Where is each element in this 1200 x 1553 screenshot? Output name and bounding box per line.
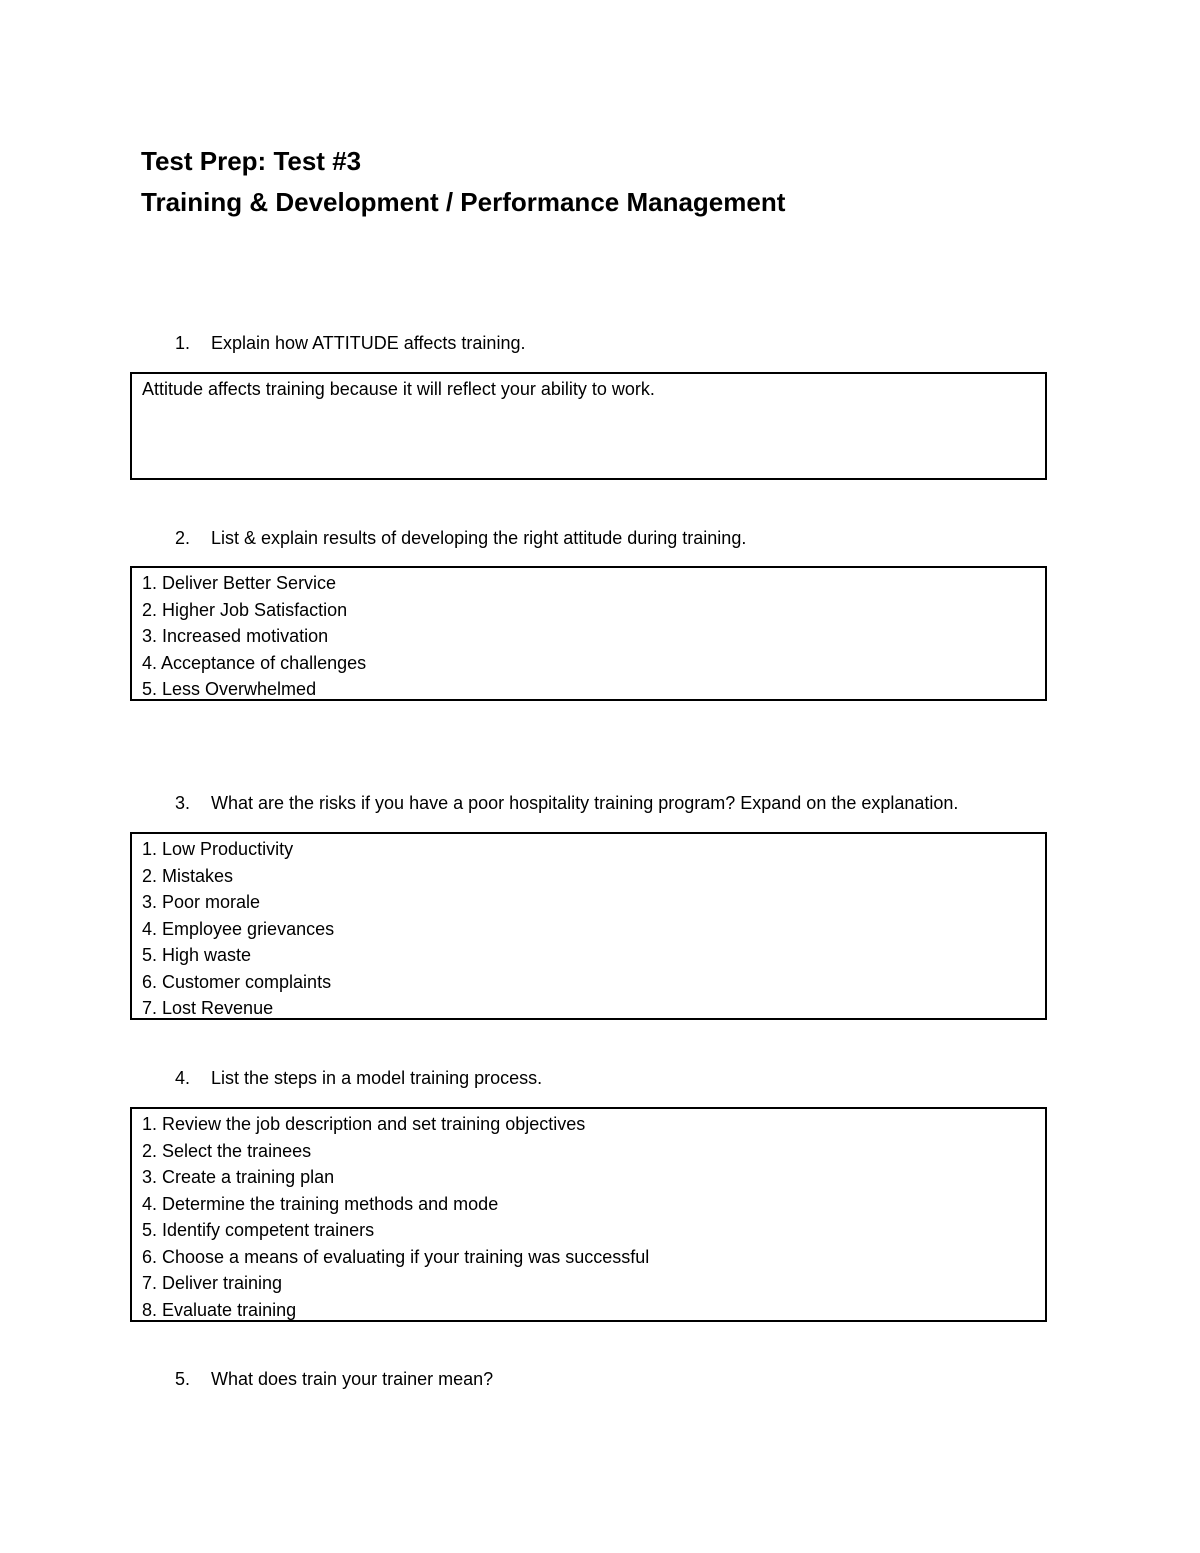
answer-line: 1. Deliver Better Service — [142, 573, 337, 593]
answer-line: 4. Determine the training methods and mode — [142, 1193, 499, 1214]
document-title: Test Prep: Test #3 — [141, 146, 362, 176]
question-1 — [175, 332, 525, 354]
answer-line: 2. Higher Job Satisfaction — [142, 599, 348, 620]
answer-line: 1. Low Productivity — [142, 839, 294, 859]
question-2 — [175, 527, 746, 549]
question-5 — [175, 1368, 493, 1390]
question-number: 2. — [175, 528, 191, 548]
answer-line: 6. Customer complaints — [142, 971, 332, 992]
answer-line: 4. Acceptance of challenges — [142, 652, 367, 673]
answer-line: 3. Poor morale — [142, 892, 261, 912]
question-4 — [175, 1067, 542, 1089]
answer-line: 5. Less Overwhelmed — [142, 679, 317, 699]
answer-line: 3. Increased motivation — [142, 626, 329, 646]
answer-line: 7. Lost Revenue — [142, 998, 274, 1018]
question-text: What does train your trainer mean? — [211, 1369, 494, 1389]
question-text: What are the risks if you have a poor hospitality training program? Expand on the explanation. — [211, 793, 959, 813]
answer-box-3 — [130, 832, 1047, 1020]
answer-line: Attitude affects training because it will reflect your ability to work. — [142, 379, 655, 399]
question-number: 3. — [175, 793, 191, 813]
question-3 — [175, 792, 958, 814]
answer-box-1 — [130, 372, 1047, 480]
answer-line: 5. High waste — [142, 945, 252, 965]
answer-line: 2. Select the trainees — [142, 1140, 312, 1161]
question-text: Explain how ATTITUDE affects training. — [211, 333, 526, 353]
question-number: 5. — [175, 1369, 191, 1389]
answer-line: 7. Deliver training — [142, 1273, 283, 1293]
answer-box-2 — [130, 566, 1047, 701]
answer-box-4 — [130, 1107, 1047, 1322]
question-number: 4. — [175, 1068, 191, 1088]
answer-line: 1. Review the job description and set training objectives — [142, 1114, 586, 1134]
answer-line: 3. Create a training plan — [142, 1167, 335, 1187]
answer-line: 4. Employee grievances — [142, 918, 335, 939]
answer-line: 8. Evaluate training — [142, 1299, 297, 1320]
answer-line: 5. Identify competent trainers — [142, 1220, 375, 1240]
document-subtitle: Training & Development / Performance Management — [141, 187, 786, 217]
question-text: List & explain results of developing the right attitude during training. — [211, 528, 747, 548]
answer-line: 2. Mistakes — [142, 865, 234, 886]
question-number: 1. — [175, 333, 191, 353]
question-text: List the steps in a model training process. — [211, 1068, 543, 1088]
answer-line: 6. Choose a means of evaluating if your training was successful — [142, 1246, 650, 1267]
